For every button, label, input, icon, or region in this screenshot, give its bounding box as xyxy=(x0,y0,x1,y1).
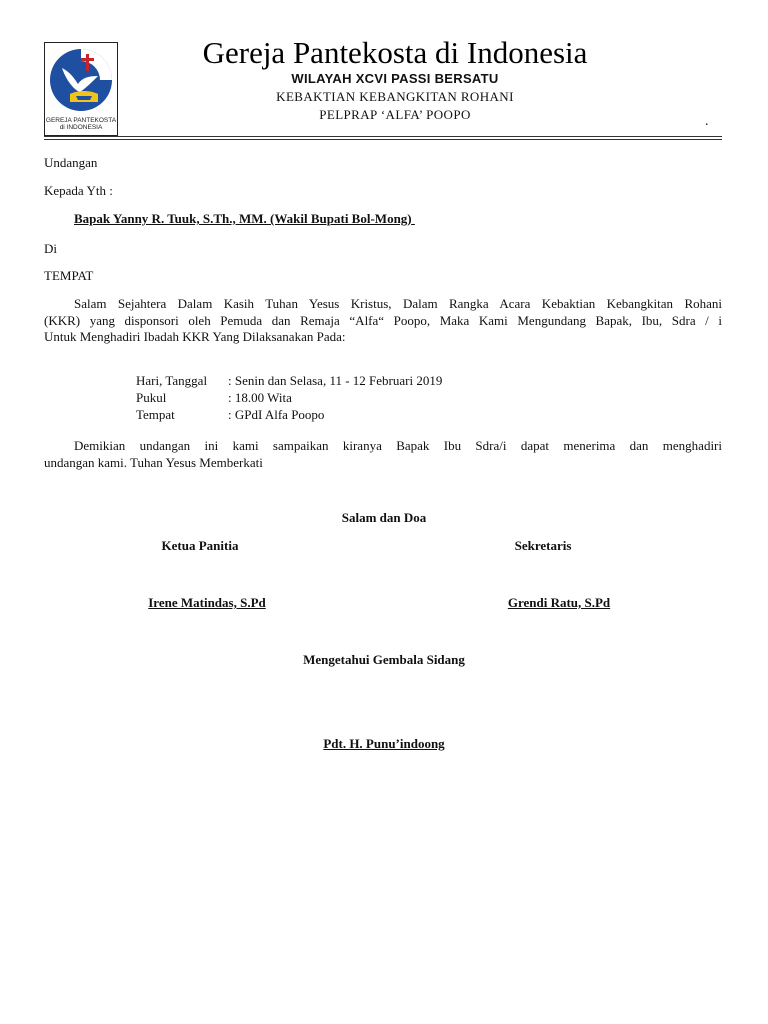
secretary-title: Sekretaris xyxy=(514,538,572,553)
detail-row-time xyxy=(136,390,292,407)
letter-subject: Undangan xyxy=(44,155,98,170)
region-line: WILAYAH XCVI PASSI BERSATU xyxy=(291,71,499,86)
recipient-line xyxy=(74,211,415,227)
chair-title: Ketua Panitia xyxy=(161,538,239,553)
pastor-name: Pdt. H. Punu’indoong xyxy=(323,736,445,751)
secretary-name: Grendi Ratu, S.Pd xyxy=(507,595,611,610)
event-line: KEBAKTIAN KEBANGKITAN ROHANI xyxy=(276,89,514,104)
header-divider-thick xyxy=(44,139,722,140)
detail-label: Pukul xyxy=(136,390,167,405)
logo-caption-line1: GEREJA PANTEKOSTA xyxy=(45,117,117,124)
intro-line: Untuk Menghadiri Ibadah KKR Yang Dilaksanakan Pada: xyxy=(44,329,346,344)
header-divider-thin xyxy=(44,136,722,137)
group-line: PELPRAP ‘ALFA’ POOPO xyxy=(319,107,471,122)
trailing-mark: . xyxy=(705,114,709,129)
acknowledge-title: Mengetahui Gembala Sidang xyxy=(303,652,465,667)
organization-title: Gereja Pantekosta di Indonesia xyxy=(202,35,588,70)
detail-value: : 18.00 Wita xyxy=(228,390,292,405)
detail-label: Tempat xyxy=(136,407,175,422)
detail-row-place xyxy=(136,407,324,424)
logo-caption-line2: di INDONESIA xyxy=(59,124,103,131)
intro-line: (KKR) yang disponsori oleh Pemuda dan Remaja “Alfa“ Poopo, Maka Kami Mengundang Bapak, Ibu, Sdra / i xyxy=(44,312,722,328)
recipient-name: Bapak Yanny R. Tuuk, S.Th., MM. (Wakil Bupati Bol-Mong) xyxy=(74,211,412,226)
to-label: Kepada Yth : xyxy=(44,183,113,198)
greeting: Salam dan Doa xyxy=(341,510,427,525)
closing-line: Demikian undangan ini kami sampaikan kiranya Bapak Ibu Sdra/i dapat menerima dan menghadiri xyxy=(74,438,722,453)
closing-line: undangan kami. Tuhan Yesus Memberkati xyxy=(44,454,263,470)
location-place: TEMPAT xyxy=(44,268,94,283)
location-di: Di xyxy=(44,241,57,256)
detail-label: Hari, Tanggal xyxy=(136,373,208,388)
detail-value: : Senin dan Selasa, 11 - 12 Februari 2019 xyxy=(228,373,443,388)
detail-value: : GPdI Alfa Poopo xyxy=(228,407,325,422)
detail-row-date xyxy=(136,373,442,390)
intro-line: Salam Sejahtera Dalam Kasih Tuhan Yesus Kristus, Dalam Rangka Acara Kebaktian Kebangkitan Rohani xyxy=(74,296,722,311)
chair-name: Irene Matindas, S.Pd xyxy=(148,595,266,610)
closing-paragraph xyxy=(44,438,722,471)
intro-paragraph xyxy=(44,296,722,346)
